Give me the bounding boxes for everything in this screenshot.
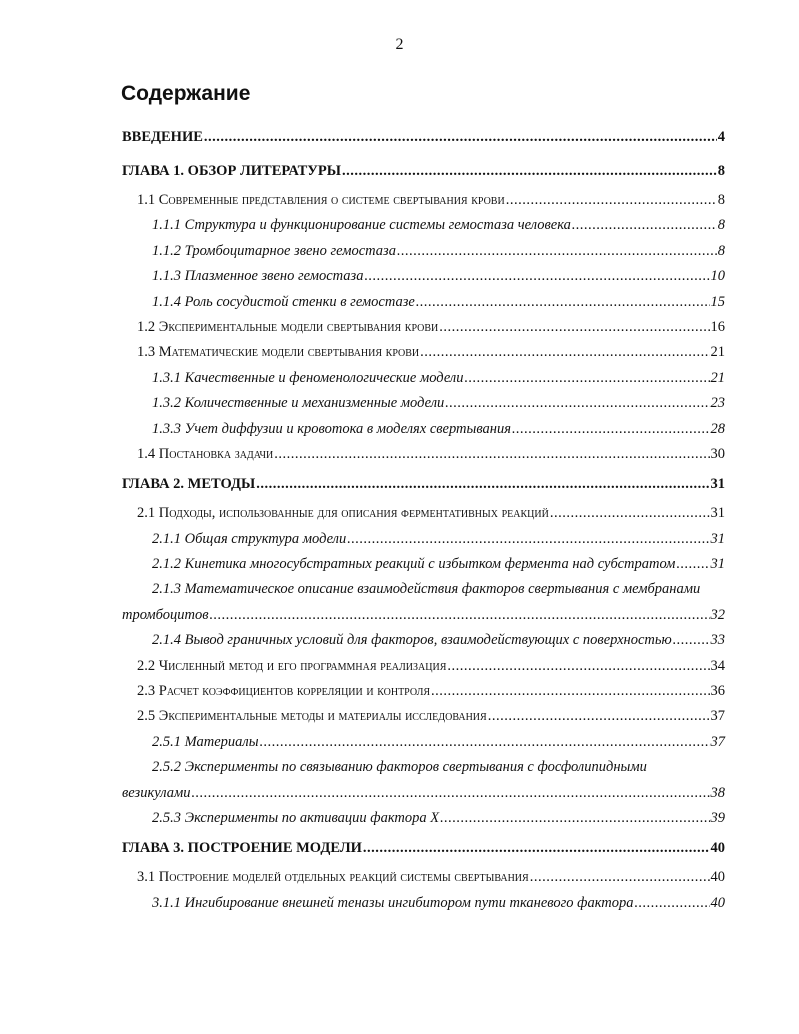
toc-entry-title: 2.1.1 Общая структура модели <box>152 530 347 547</box>
dot-leader <box>416 290 710 315</box>
toc-entry-line <box>137 188 725 213</box>
toc-entry-line <box>137 679 725 704</box>
toc-entry-line <box>122 120 725 154</box>
toc-entry-page: 39 <box>710 809 725 826</box>
dot-leader <box>363 831 710 865</box>
toc-entry-page: 4 <box>717 129 725 145</box>
toc-entry-page: 28 <box>710 420 725 437</box>
toc-entry-title: 1.1.1 Структура и функционирование системы гемостаза человека <box>152 217 571 234</box>
dot-leader <box>192 781 710 806</box>
dot-leader <box>440 806 709 831</box>
toc-entry-title: 2.1.3 Математическое описание взаимодействия факторов свертывания с мембранами <box>152 581 701 598</box>
toc-entry[interactable] <box>0 628 799 653</box>
toc-entry-title: 1.3.2 Количественные и механизменные модели <box>152 395 445 412</box>
toc-entry-title: 1.3.1 Качественные и феноменологические модели <box>152 369 464 386</box>
toc-entry[interactable] <box>0 467 799 501</box>
toc-entry-line <box>152 577 725 602</box>
toc-entry[interactable] <box>0 806 799 831</box>
toc-entry-line <box>137 501 725 526</box>
toc-entry-title: 2.3 Расчет коэффициентов корреляции и контроля <box>137 683 431 700</box>
toc-entry[interactable] <box>0 391 799 416</box>
dot-leader <box>572 213 717 238</box>
toc-entry-page: 30 <box>710 445 725 462</box>
toc-entry-line <box>152 213 725 238</box>
dot-leader <box>550 501 710 526</box>
toc-entry-line <box>122 154 725 188</box>
toc-entry-page: 37 <box>710 708 725 725</box>
toc-entry-page: 40 <box>710 894 725 911</box>
toc-entry[interactable] <box>0 654 799 679</box>
toc-entry-line <box>152 628 725 653</box>
page-number: 2 <box>395 36 404 53</box>
dot-leader <box>506 188 717 213</box>
toc-entry-line <box>137 340 725 365</box>
toc-entry[interactable] <box>0 577 799 602</box>
toc-entry[interactable] <box>0 730 799 755</box>
toc-entry-page: 33 <box>710 632 725 649</box>
dot-leader <box>512 417 710 442</box>
toc-entry-title: 2.1 Подходы, использованные для описания ферментативных реакций <box>137 505 549 522</box>
toc-entry[interactable] <box>0 120 799 154</box>
dot-leader <box>347 527 709 552</box>
dot-leader <box>256 467 709 501</box>
toc-entry[interactable] <box>0 755 799 780</box>
toc-entry[interactable] <box>0 527 799 552</box>
toc-entry-page: 31 <box>710 505 725 522</box>
toc-entry-page: 31 <box>710 476 725 493</box>
toc-entry[interactable] <box>0 442 799 467</box>
toc-entry-line <box>137 865 725 890</box>
toc-entry-title: ГЛАВА 3. ПОСТРОЕНИЕ МОДЕЛИ <box>122 840 362 857</box>
toc-entry-line <box>137 654 725 679</box>
toc-entry-title: 1.3.3 Учет диффузии и кровотока в моделях свертывания <box>152 420 511 437</box>
dot-leader <box>445 391 709 416</box>
toc-entry-page: 37 <box>710 733 725 750</box>
toc-entry-line <box>122 831 725 865</box>
dot-leader <box>260 730 710 755</box>
toc-entry-line <box>152 527 725 552</box>
toc-entry-title: 1.1.3 Плазменное звено гемостаза <box>152 268 364 285</box>
toc-entry[interactable] <box>0 603 799 628</box>
toc-entry[interactable] <box>0 239 799 264</box>
toc-entry-title: 2.5.3 Эксперименты по активации фактора X <box>152 809 440 826</box>
toc-entry-title: везикулами <box>122 784 191 801</box>
toc-entry-line <box>122 603 725 628</box>
toc-entry-line <box>152 891 725 916</box>
toc-entry[interactable] <box>0 417 799 442</box>
toc-entry-title: 2.5.1 Материалы <box>152 733 259 750</box>
toc-entry-page: 31 <box>710 556 725 573</box>
dot-leader <box>439 315 709 340</box>
toc-entry-page: 10 <box>710 268 725 285</box>
toc-entry-page: 34 <box>710 657 725 674</box>
toc-entry[interactable] <box>0 340 799 365</box>
dot-leader <box>420 340 709 365</box>
toc-entry-title: 1.1.4 Роль сосудистой стенки в гемостазе <box>152 293 415 310</box>
dot-leader <box>530 865 710 890</box>
toc-entry-line <box>152 391 725 416</box>
toc-entry-title: 2.5.2 Эксперименты по связыванию факторов свертывания с фосфолипидными <box>152 759 647 776</box>
dot-leader <box>431 679 709 704</box>
toc-entry[interactable] <box>0 891 799 916</box>
toc-entry-page: 23 <box>710 395 725 412</box>
toc-entry-line <box>122 781 725 806</box>
toc-entry-page: 36 <box>710 683 725 700</box>
toc-entry-line <box>152 730 725 755</box>
toc-entry[interactable] <box>0 781 799 806</box>
toc-entry-page: 40 <box>710 840 725 857</box>
toc-entry-page: 8 <box>717 217 725 234</box>
dot-leader <box>676 552 709 577</box>
toc-entry[interactable] <box>0 679 799 704</box>
toc-entry[interactable] <box>0 865 799 890</box>
toc-entry-line <box>152 264 725 289</box>
toc-entry[interactable] <box>0 154 799 188</box>
toc-entry-page: 32 <box>710 606 725 623</box>
toc-entry[interactable] <box>0 831 799 865</box>
toc-entry[interactable] <box>0 552 799 577</box>
toc-entry-title: 1.2 Экспериментальные модели свертывания крови <box>137 318 439 335</box>
toc-entry-page: 8 <box>717 192 725 208</box>
toc-entry-line <box>137 315 725 340</box>
toc-entry-page: 8 <box>717 163 725 179</box>
dot-leader <box>635 891 710 916</box>
toc-entry-page: 21 <box>710 369 725 386</box>
dot-leader <box>397 239 717 264</box>
toc-entry-page: 16 <box>710 318 725 335</box>
toc-entry-line <box>152 366 725 391</box>
toc-entry-page: 31 <box>710 530 725 547</box>
toc-entry-title: 1.1 Современные представления о системе свертывания крови <box>137 192 505 208</box>
dot-leader <box>274 442 709 467</box>
toc-entry[interactable] <box>0 704 799 729</box>
toc-entry-title: 1.1.2 Тромбоцитарное звено гемостаза <box>152 242 396 259</box>
dot-leader <box>364 264 709 289</box>
table-of-contents <box>0 120 799 916</box>
toc-entry-title: 1.3 Математические модели свертывания крови <box>137 344 420 361</box>
toc-entry-title: 2.2 Численный метод и его программная реализация <box>137 657 447 674</box>
toc-entry-page: 38 <box>710 784 725 801</box>
toc-entry-line <box>152 290 725 315</box>
dot-leader <box>342 154 717 188</box>
toc-entry-title: 3.1 Построение моделей отдельных реакций системы свертывания <box>137 869 529 886</box>
toc-entry-line <box>152 552 725 577</box>
page-title: Содержание <box>121 82 251 105</box>
toc-entry-line <box>137 442 725 467</box>
dot-leader <box>464 366 709 391</box>
toc-entry-title: 3.1.1 Ингибирование внешней теназы ингибитором пути тканевого фактора <box>152 894 634 911</box>
dot-leader <box>673 628 710 653</box>
toc-entry-title: ГЛАВА 2. МЕТОДЫ <box>122 476 256 493</box>
toc-entry-title: ГЛАВА 1. ОБЗОР ЛИТЕРАТУРЫ <box>122 163 341 179</box>
toc-entry-title: 2.1.4 Вывод граничных условий для факторов, взаимодействующих с поверхностью <box>152 632 672 649</box>
toc-entry-line <box>152 417 725 442</box>
dot-leader <box>488 704 710 729</box>
dot-leader <box>204 120 717 154</box>
toc-entry-page: 40 <box>710 869 725 886</box>
toc-entry[interactable] <box>0 501 799 526</box>
toc-entry[interactable] <box>0 366 799 391</box>
toc-entry-line <box>152 755 725 780</box>
toc-entry[interactable] <box>0 264 799 289</box>
toc-entry-title: тромбоцитов <box>122 606 209 623</box>
toc-entry-line <box>152 239 725 264</box>
toc-entry-title: 2.5 Экспериментальные методы и материалы исследования <box>137 708 487 725</box>
toc-entry-title: 2.1.2 Кинетика многосубстратных реакций с избытком фермента над субстратом <box>152 556 676 573</box>
toc-entry[interactable] <box>0 290 799 315</box>
toc-entry-page: 21 <box>710 344 725 361</box>
toc-entry-page: 15 <box>710 293 725 310</box>
dot-leader <box>447 654 709 679</box>
toc-entry[interactable] <box>0 213 799 238</box>
toc-entry-title: 1.4 Постановка задачи <box>137 445 274 462</box>
toc-entry-page: 8 <box>717 242 725 259</box>
toc-entry[interactable] <box>0 188 799 213</box>
toc-entry-line <box>122 467 725 501</box>
toc-entry-title: ВВЕДЕНИЕ <box>122 129 203 145</box>
toc-entry[interactable] <box>0 315 799 340</box>
dot-leader <box>210 603 710 628</box>
toc-entry-line <box>152 806 725 831</box>
toc-entry-line <box>137 704 725 729</box>
